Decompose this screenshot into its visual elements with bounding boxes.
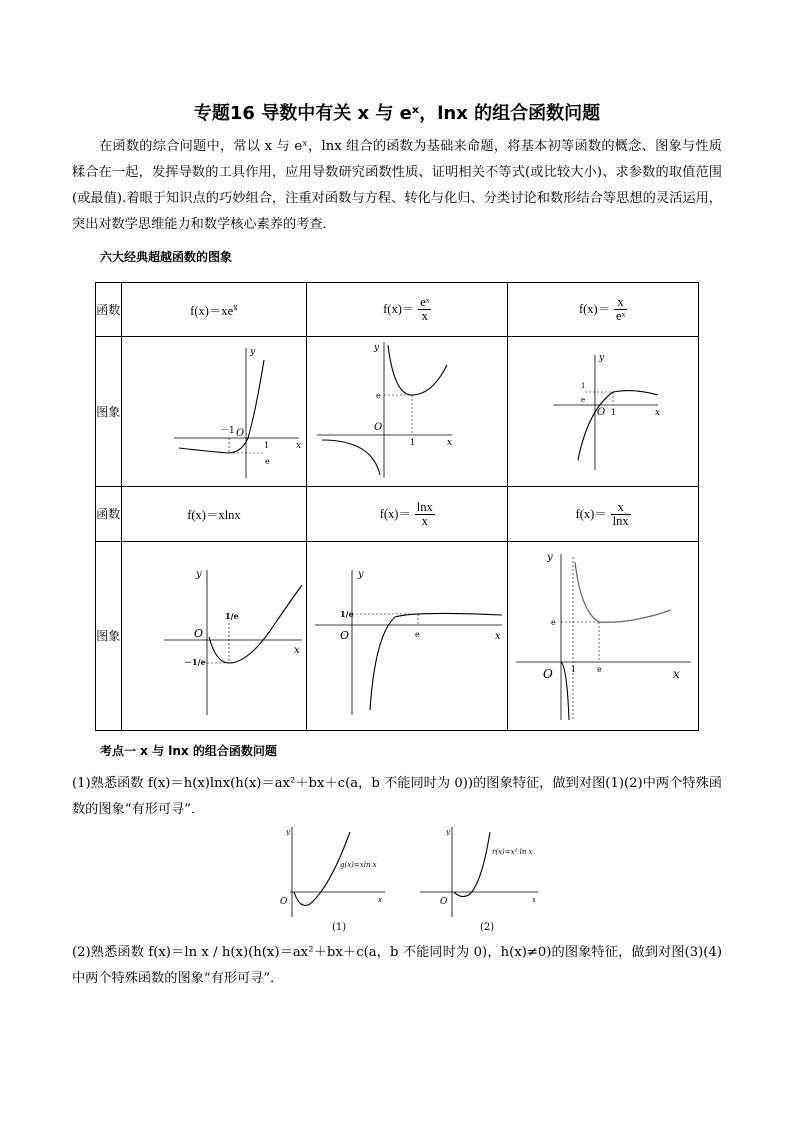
formula-text: f(x)＝ (575, 506, 607, 521)
origin-label: O (440, 897, 448, 907)
axis-y-label: y (286, 828, 290, 836)
tick-label: 1 (581, 382, 586, 390)
denominator: eˣ (616, 309, 626, 323)
figure-pair (270, 822, 560, 922)
tick-label: 1 (410, 438, 416, 447)
numerator: lnx (416, 499, 433, 514)
row-header-func: 函数 (96, 487, 122, 542)
axis-x-label: x (378, 896, 382, 904)
intro-paragraph: 在函数的综合问题中，常以 x 与 eˣ，lnx 组合的函数为基础来命题，将基本初等函数的概念、图象与性质糅合在一起，发挥导数的工具作用，应用导数研究函数性质、证明相关不等式(或比较大小)、求参数的取值范围(或最值).着眼于知识点的巧妙组合，注重对函数与方程、转化与化归、分类讨论和数形结合等思想的灵活运用，突出对数学思维能力和数学核心素养的考查． (72, 139, 722, 232)
paragraph-2: (2)熟悉函数 f(x)＝ln x / h(x)(h(x)＝ax²＋bx＋c(a，b 不能同时为 0)，h(x)≠0)的图象特征，做到对图(3)(4)中两个特殊函数的图象“有形可寻”． (72, 945, 722, 986)
tick-label: －1 (219, 426, 235, 436)
figure-2-caption: (2) (480, 922, 495, 933)
axis-x-label: x (532, 896, 536, 904)
tick-label: －1/e (183, 656, 206, 667)
origin-label: O (235, 428, 245, 439)
numerator: eˣ (420, 295, 430, 309)
figure-1-caption: (1) (332, 922, 347, 933)
section-heading-topic1: 考点一 x 与 lnx 的组合函数问题 (100, 744, 277, 758)
formula-sup: x (233, 302, 238, 312)
graph-x-over-ex (513, 340, 693, 480)
axis-y-label: y (599, 353, 605, 363)
axis-y-label: y (249, 347, 256, 357)
denominator: lnx (612, 513, 629, 528)
fraction (415, 501, 435, 528)
formula-text: f(x)＝ (383, 302, 415, 316)
tick-label: 1/e (224, 610, 239, 621)
origin-label: O (542, 667, 553, 681)
tick-label: 1 (263, 441, 270, 450)
origin-label: O (597, 407, 606, 418)
axis-x-label: x (655, 408, 661, 418)
figure-2-label: r(x)=x² ln x (492, 848, 533, 856)
origin-label: O (374, 422, 383, 433)
graph-cell-6 (508, 542, 699, 731)
formula-text: f(x)＝ (379, 506, 411, 521)
origin-label: O (193, 626, 203, 640)
tick-label: e (550, 618, 556, 627)
formula-f6 (508, 487, 699, 542)
tick-label: e (264, 457, 270, 466)
graph-cell-4 (121, 542, 307, 731)
formula-f4 (121, 487, 307, 542)
fraction (418, 296, 431, 323)
axis-x-label: x (494, 630, 501, 642)
axis-y-label: y (374, 343, 380, 353)
page-title: 专题16 导数中有关 x 与 eˣ，lnx 的组合函数问题 (193, 103, 601, 124)
graph-cell-2 (307, 337, 508, 487)
formula-f2 (307, 283, 508, 337)
denominator: x (421, 513, 428, 528)
fraction (611, 501, 631, 528)
tick-label: e (414, 629, 420, 639)
graph-x-over-lnx (511, 542, 696, 727)
function-table (95, 282, 699, 731)
formula-text: f(x)＝ (578, 302, 611, 316)
graph-xlnx (124, 545, 304, 725)
row-header-graph: 图象 (96, 542, 122, 731)
tick-label: 1 (611, 408, 617, 417)
formula-text: f(x)＝xe (190, 303, 234, 318)
axis-y-label: y (195, 568, 202, 580)
tick-label: e (581, 396, 586, 404)
axis-y-label: y (357, 568, 364, 580)
figures-1-2 (270, 822, 560, 937)
tick-label: 1/e (339, 608, 354, 619)
formula-f3 (508, 283, 699, 337)
tick-label: e (596, 665, 602, 674)
paragraph-1: (1)熟悉函数 f(x)＝h(x)lnx(h(x)＝ax²＋bx＋c(a，b 不能同时为 0))的图象特征，做到对图(1)(2)中两个特殊函数的图象“有形可寻”． (72, 776, 722, 817)
axis-x-label: x (447, 438, 453, 448)
tick-label: 1 (570, 665, 576, 674)
origin-label: O (339, 628, 349, 642)
formula-f1 (121, 283, 307, 337)
denominator: x (421, 309, 428, 323)
graph-xex (124, 340, 304, 480)
axis-x-label: x (672, 667, 680, 681)
axis-y-label: y (546, 552, 553, 563)
formula-text: f(x)＝xlnx (187, 508, 241, 522)
graph-lnx-over-x (310, 545, 505, 725)
fraction (614, 296, 627, 323)
section-heading-graphs: 六大经典超越函数的图象 (100, 250, 233, 264)
axis-x-label: x (293, 644, 300, 656)
graph-cell-3 (508, 337, 699, 487)
numerator: x (611, 501, 631, 515)
graph-ex-over-x (312, 340, 502, 480)
figure-1-label: g(x)=xln x (340, 861, 377, 869)
tick-label: e (376, 391, 381, 400)
row-header-func: 函数 (96, 283, 122, 337)
formula-f5 (307, 487, 508, 542)
numerator: x (614, 296, 627, 310)
graph-cell-1 (121, 337, 307, 487)
graph-cell-5 (307, 542, 508, 731)
axis-x-label: x (295, 441, 302, 451)
origin-label: O (280, 897, 288, 907)
axis-y-label: y (446, 828, 450, 836)
row-header-graph: 图象 (96, 337, 122, 487)
